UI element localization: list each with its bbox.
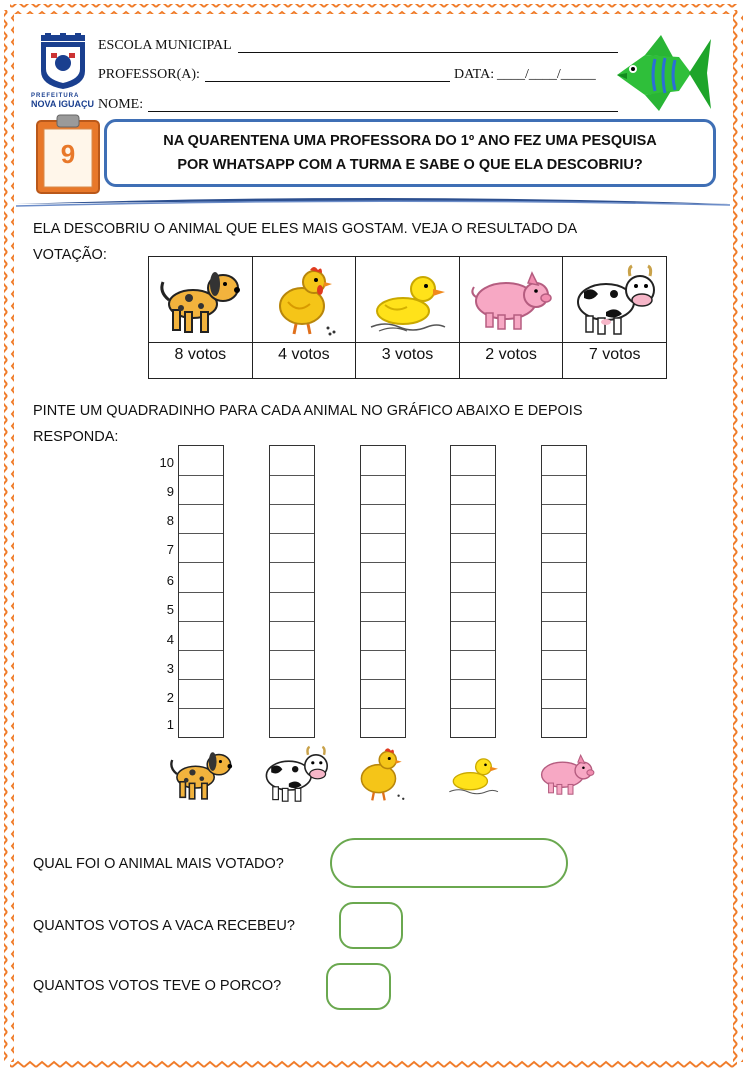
grid-cell[interactable] bbox=[542, 592, 586, 593]
instruction-line-1: PINTE UM QUADRADINHO PARA CADA ANIMAL NO GRÁFICO ABAIXO E DEPOIS bbox=[33, 403, 583, 419]
page-title bbox=[130, 129, 690, 177]
title-line-2: POR WHATSAPP COM A TURMA E SABE O QUE ELA DESCOBRIU? bbox=[177, 157, 643, 173]
grid-cell[interactable] bbox=[270, 592, 314, 593]
school-label: ESCOLA MUNICIPAL bbox=[98, 38, 232, 53]
pig-icon bbox=[533, 751, 599, 797]
vote-cell-cow bbox=[563, 257, 666, 378]
hen-icon bbox=[264, 262, 344, 338]
cow-icon bbox=[260, 741, 332, 807]
teacher-field-line[interactable] bbox=[205, 81, 450, 82]
grid-cell[interactable] bbox=[361, 504, 405, 505]
vote-label-hen: 4 votos bbox=[278, 345, 330, 363]
votes-table bbox=[148, 256, 667, 379]
scale-label-1: 1 bbox=[166, 717, 174, 732]
grid-cell[interactable] bbox=[179, 592, 223, 593]
grid-cell[interactable] bbox=[542, 708, 586, 709]
intro-line-2: VOTAÇÃO: bbox=[33, 247, 107, 263]
name-label: NOME: bbox=[98, 97, 144, 112]
vote-cell-pig bbox=[460, 257, 564, 378]
grid-column-hen[interactable] bbox=[360, 445, 406, 738]
duck-icon bbox=[445, 751, 501, 797]
grid-column-duck[interactable] bbox=[450, 445, 496, 738]
grid-cell[interactable] bbox=[270, 562, 314, 563]
grid-cell[interactable] bbox=[361, 621, 405, 622]
grid-cell[interactable] bbox=[179, 679, 223, 680]
grid-cell[interactable] bbox=[451, 475, 495, 476]
logo-text-top: PREFEITURA bbox=[31, 93, 80, 99]
instruction-line-2: RESPONDA: bbox=[33, 429, 119, 445]
title-line-1: NA QUARENTENA UMA PROFESSORA DO 1º ANO FEZ UMA PESQUISA bbox=[163, 133, 657, 149]
grid-cell[interactable] bbox=[451, 679, 495, 680]
grid-cell[interactable] bbox=[270, 708, 314, 709]
grid-cell[interactable] bbox=[179, 475, 223, 476]
grid-cell[interactable] bbox=[451, 533, 495, 534]
grid-cell[interactable] bbox=[179, 650, 223, 651]
grid-cell[interactable] bbox=[361, 592, 405, 593]
grid-cell[interactable] bbox=[361, 475, 405, 476]
grid-cell[interactable] bbox=[270, 475, 314, 476]
grid-cell[interactable] bbox=[270, 679, 314, 680]
hen-icon bbox=[349, 743, 411, 805]
grid-cell[interactable] bbox=[542, 475, 586, 476]
grid-animal-dog bbox=[165, 740, 237, 808]
grid-cell[interactable] bbox=[179, 504, 223, 505]
pig-icon bbox=[466, 267, 556, 333]
activity-number-badge bbox=[35, 113, 101, 195]
scale-label-2: 2 bbox=[166, 690, 174, 705]
answer-most-voted-input[interactable] bbox=[330, 838, 568, 888]
grid-cell[interactable] bbox=[451, 504, 495, 505]
grid-column-dog[interactable] bbox=[178, 445, 224, 738]
grid-cell[interactable] bbox=[542, 650, 586, 651]
grid-cell[interactable] bbox=[451, 562, 495, 563]
grid-cell[interactable] bbox=[179, 708, 223, 709]
fish-icon bbox=[615, 33, 713, 113]
grid-cell[interactable] bbox=[451, 650, 495, 651]
question-pig-votes: QUANTOS VOTOS TEVE O PORCO? bbox=[33, 978, 282, 994]
scale-label-10: 10 bbox=[159, 455, 174, 470]
header-divider bbox=[16, 195, 730, 209]
date-label: DATA: bbox=[454, 67, 495, 82]
title-box bbox=[104, 119, 716, 187]
grid-cell[interactable] bbox=[361, 679, 405, 680]
grid-cell[interactable] bbox=[542, 562, 586, 563]
grid-column-cow[interactable] bbox=[269, 445, 315, 738]
scale-label-4: 4 bbox=[166, 632, 174, 647]
grid-cell[interactable] bbox=[542, 533, 586, 534]
date-field[interactable]: ____/____/_____ bbox=[497, 67, 596, 82]
vote-label-cow: 7 votos bbox=[588, 345, 641, 363]
name-field-line[interactable] bbox=[148, 111, 618, 112]
grid-cell[interactable] bbox=[270, 533, 314, 534]
grid-cell[interactable] bbox=[361, 562, 405, 563]
grid-cell[interactable] bbox=[179, 533, 223, 534]
scale-label-5: 5 bbox=[166, 602, 174, 617]
grid-cell[interactable] bbox=[542, 679, 586, 680]
school-field-line[interactable] bbox=[238, 52, 618, 53]
scale-label-9: 9 bbox=[166, 484, 174, 499]
answer-cow-votes-input[interactable] bbox=[339, 902, 403, 949]
grid-cell[interactable] bbox=[179, 621, 223, 622]
grid-animal-hen bbox=[348, 740, 412, 808]
grid-animal-cow bbox=[260, 740, 332, 808]
grid-animal-pig bbox=[532, 740, 600, 808]
grid-cell[interactable] bbox=[361, 708, 405, 709]
grid-cell[interactable] bbox=[361, 533, 405, 534]
intro-line-1: ELA DESCOBRIU O ANIMAL QUE ELES MAIS GOSTAM. VEJA O RESULTADO DA bbox=[33, 221, 578, 237]
grid-cell[interactable] bbox=[361, 650, 405, 651]
instruction-text bbox=[33, 398, 583, 450]
grid-column-pig[interactable] bbox=[541, 445, 587, 738]
question-most-voted: QUAL FOI O ANIMAL MAIS VOTADO? bbox=[33, 856, 284, 872]
logo-text-bottom: NOVA IGUAÇU bbox=[31, 99, 94, 109]
vote-cell-hen bbox=[253, 257, 357, 378]
scale-label-6: 6 bbox=[166, 573, 174, 588]
grid-cell[interactable] bbox=[270, 621, 314, 622]
grid-cell[interactable] bbox=[542, 504, 586, 505]
vote-label-dog: 8 votos bbox=[174, 345, 227, 363]
question-cow-votes: QUANTOS VOTOS A VACA RECEBEU? bbox=[33, 918, 295, 934]
grid-animal-duck bbox=[442, 740, 504, 808]
duck-icon bbox=[365, 265, 449, 335]
scale-label-8: 8 bbox=[166, 513, 174, 528]
answer-pig-votes-input[interactable] bbox=[326, 963, 391, 1010]
grid-cell[interactable] bbox=[451, 621, 495, 622]
vote-label-duck: 3 votos bbox=[381, 345, 434, 363]
grid-cell[interactable] bbox=[270, 504, 314, 505]
grid-cell[interactable] bbox=[451, 708, 495, 709]
grid-cell[interactable] bbox=[542, 621, 586, 622]
teacher-label: PROFESSOR(A): bbox=[98, 67, 200, 82]
cow-icon bbox=[570, 262, 660, 338]
vote-cell-dog bbox=[149, 257, 253, 378]
vote-cell-duck bbox=[356, 257, 460, 378]
dog-icon bbox=[155, 262, 245, 338]
dog-icon bbox=[166, 742, 236, 806]
vote-label-pig: 2 votos bbox=[485, 345, 537, 363]
grid-cell[interactable] bbox=[179, 562, 223, 563]
scale-label-3: 3 bbox=[166, 661, 174, 676]
scale-label-7: 7 bbox=[166, 542, 174, 557]
activity-number: 9 bbox=[60, 139, 76, 169]
grid-cell[interactable] bbox=[451, 592, 495, 593]
grid-cell[interactable] bbox=[270, 650, 314, 651]
